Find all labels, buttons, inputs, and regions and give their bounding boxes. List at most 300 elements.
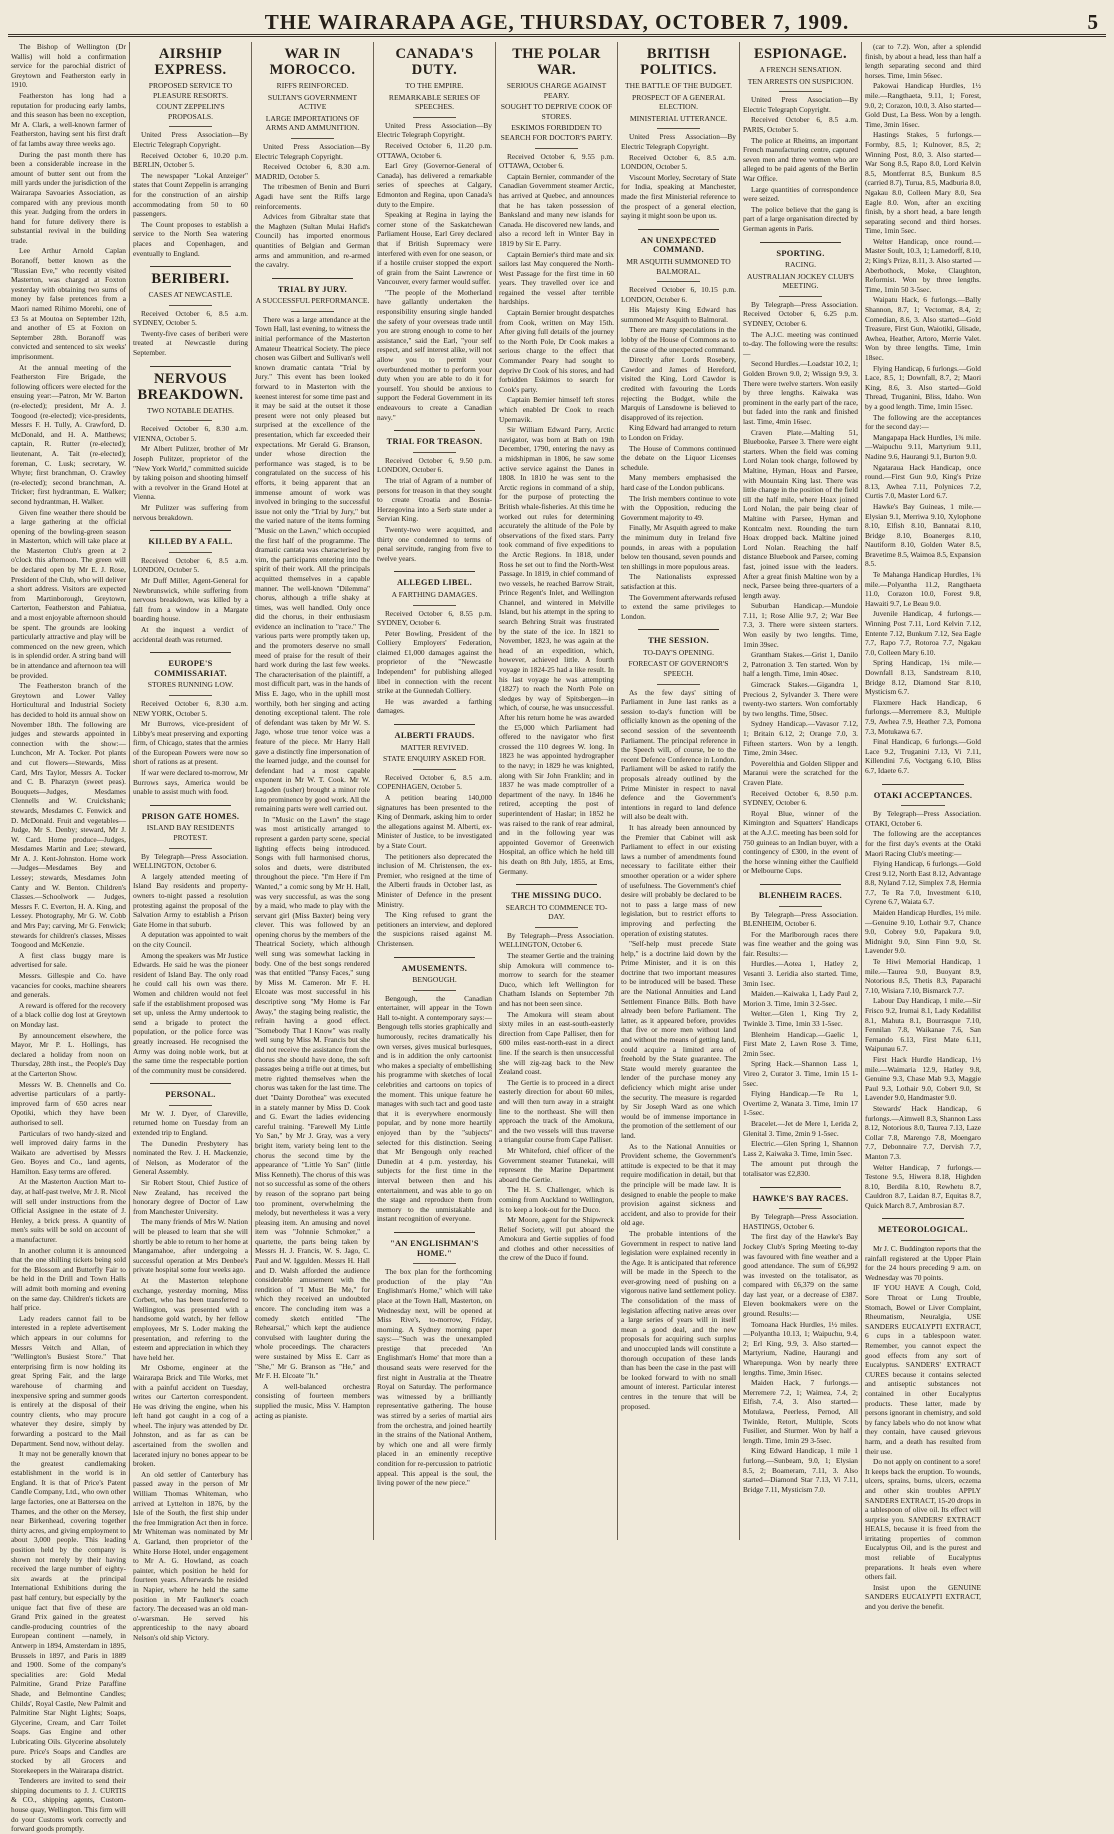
article-paragraph: Twenty-five cases of beriberi were treated at Newcastle during September. — [133, 328, 248, 358]
article-paragraph: Bengough, the Canadian entertainer, will appear in the Town Hall to-night. A contemporary says:—Bengough tells stories graphically and humorously, recites dramatically his own verses, gives musical burlesques, and is in addition the only cartoonist who makes a specialty of embellishing his programme with sketches of local celebrities and cartoons on topics of the moment. This unique feature he manages with such tact and good taste that it is everywhere enormously popular, and by none more heartily enjoyed than by the "subjects" selected for this distinction. Seeing that Mr Bengough only reached Dunedin at 4 p.m. yesterday, his subjects for the first time in the interval between then and his entertainment, and was able to go on the stage and reproduce them from memory to the unmistakable and instant recognition of everyone. — [377, 993, 492, 1224]
article-paragraph: (car to 7.2). Won, after a splendid finish, by about a head, less than half a length separating second and third horses. Time, 1min 56sec. — [865, 42, 981, 80]
article-paragraph: Pakowai Handicap Hurdles, 1½ mile.—Rangthaeta, 9.11, 1; Forest, 9.0, 2; Corazon, 10.0, 3. Also started—Gold Dust, La Bess. Won by a length. Time, 3min 16sec. — [865, 81, 981, 129]
article-divider — [394, 724, 475, 725]
column — [130, 42, 252, 1642]
article-paragraph: Received October 6, 10.15 p.m. LONDON, October 6. — [621, 285, 736, 304]
article-paragraph: Advices from Gibraltar state that the Maghzen (Sultan Mulai Hafid's Council) has imported enormous quantities of Belgian and German arms and ammunition, and re-armed the cavalry. — [255, 212, 370, 270]
article-paragraph: Mr Albert Pulitzer, brother of Mr Joseph Pulitzer, proprietor of the "New York World," committed suicide by taking poison and shooting himself with a revolver in the Grand Hotel at Vienna. — [133, 444, 248, 502]
article-paragraph: Bracelet.—Jet de Mere 1, Lerida 2, Glenital 3. Time, 2min 9 1-5sec. — [743, 1118, 858, 1138]
article-paragraph: Peter Bowling, President of the Colliery Employers' Federation, claimed £1,000 damages against the proprietor of the "Newcastle Independent" for publishing alleged libel in connection with the recent strike at the Gunnedah Colliery. — [377, 628, 492, 696]
article-paragraph: At the inquest a verdict of accidental death was returned. — [133, 624, 248, 644]
article-paragraph: King Edward Handicap, 1 mile 1 furlong.—Sunbeam, 9.0, 1; Elysian 8.5, 2; Boameram, 7.11, 3. Also started—Diamond Star 7.13, Vi 7.11, Bridge 7.11, Mysticism 7.0. — [743, 1446, 858, 1494]
article-paragraph: Craven Plate.—Malting 51, Bluebooke, Parsee 3. There were eight starters. When the field was coming Lord Nolan took charge, followed by Maltine, Hyman, Hoax and Parsee, with Mountain King last. There was little change in the position of the field till the half mile, where Hoax joined Lord Nolan, the pair being clear of Maltine with Parsee, Hyman and Kontcalm next. Rounding the turn Hoax dropped back. Maltine joined Lord Nolan. Reaching the half distance Bluebook and Parsee, coming fast, joined issue with the leaders. After a great finish Maltine won by a neck, Parsee being three-quarters of a length away. — [743, 427, 858, 600]
article-paragraph: Maiden Handicap Hurdles, 1½ mile.—Genuine 9.10, Lothair 9.7, Chance 9.0, Cobrey 9.0, Papakura 9.0, Midnight 9.0, Sinn Finn 9.0, St. Lavender 9.0. — [865, 908, 981, 956]
article-paragraph: Messrs W. B. Chennells and Co. advertise particulars of a partly-improved farm of 650 acres near Opotiki, which they have been authorised to sell. — [11, 1079, 126, 1127]
article-paragraph: A largely attended meeting of Island Bay residents and property-owners to-night passed a resolution protesting against the proposal of the Salvation Army to establish a Prison Gate Home in that suburb. — [133, 871, 248, 929]
article-paragraph: Directly after Lords Rosebery, Cawdor and James of Hereford, visited the King, Lord Cawdor is credited with favouring the Lords rejecting the Budget, while the Marquis of Lansdowne is believed to disapproved of its rejection. — [621, 355, 736, 422]
article-paragraph: The first day of the Hawke's Bay Jockey Club's Spring Meeting to-day was favoured with fine weather and a good attendance. The sum of £6,992 was invested on the totalisator, as compared with £6,379 on the same day last year, or a decrease of £387. Eleven bookmakers were on the ground. Results:— — [743, 1232, 858, 1319]
newspaper-title: THE WAIRARAPA AGE, THURSDAY, OCTOBER 7, 1909. — [264, 10, 850, 34]
article-paragraph: It has already been announced by the Premier that Cabinet will ask Parliament to effect in our existing laws a number of amendments found necessary to facilitate either their smoother operation or a wider sphere of usefulness. The Government's chief desire will probably be declared to be not to pass a large mass of new legislation, but to restrict efforts to improving and perfecting the operation of existing statutes. — [621, 822, 736, 938]
heading-rule — [169, 1105, 213, 1106]
article-paragraph: Mr W. J. Dyer, of Clareville, returned home on Tuesday from an extended trip to England. — [133, 1108, 248, 1138]
article-headline: ESPIONAGE. — [753, 46, 848, 62]
column — [8, 42, 130, 1834]
article — [133, 1083, 248, 1642]
heading-rule — [779, 91, 823, 92]
article — [133, 652, 248, 797]
article-subheading: LARGE IMPORTATIONS OF ARMS AND AMMUNITION. — [265, 113, 360, 133]
article-paragraph: Flaxmere Hack Handicap, 6 furlongs.—Merremere 8.3, Multiple 7.9, Awhea 7.9, Heather 7.3, Pomona 7.3, Motukawa 6.7. — [865, 697, 981, 736]
column — [862, 42, 984, 1612]
article-paragraph: Viscount Morley, Secretary of State for India, speaking at Manchester, made the first Ministerial reference to the prospect of a general election, saying it might soon be upon us. — [621, 172, 736, 221]
article — [377, 957, 492, 1224]
article-subheading: SERIOUS CHARGE AGAINST PEARY. — [506, 81, 607, 100]
heading-rule — [535, 148, 579, 149]
article-paragraph: By Telegraph—Press Association. OTAKI, October 6. — [865, 809, 981, 828]
article-paragraph: The H. S. Challenger, which is coming from Auckland to Wellington, is to keep a look-out for the Duco. — [499, 1185, 614, 1214]
article — [255, 278, 370, 1420]
article-subheading: BENGOUGH. — [412, 975, 457, 985]
heading-rule — [413, 452, 457, 453]
article-subheading: STATE ENQUIRY ASKED FOR. — [383, 754, 486, 764]
article-paragraph: The Amokura will steam about sixty miles in an east-south-easterly direction from Cape Palliser, then for 600 miles east-north-east in a direct line. If the search is then unsuccessful she will zig-zag back to the New Zealand coast. — [499, 1009, 614, 1077]
article-paragraph: In another column it is announced that the one shilling tickets being sold for the Blossom and Butterfly Fair to be held in the Drill and Town Halls will admit both morning and evening on the same day. Children's tickets are half price. — [11, 1245, 126, 1313]
article-paragraph: Particulars of two handy-sized and well improved dairy farms in the Waikato are advertised by Messrs Geo. Boyes and Co., land agents, Hamilton. Easy terms are offered. — [11, 1128, 126, 1176]
article-paragraph: Lady readers cannot fail to be interested in a replete advertisement which appears in our columns for Messrs Veitch and Allan, of "Wellington's Busiest Store." That enterprising firm is now holding its great Spring Fair, and the large warehouse of charming and inexpensive spring and summer goods is entirely at the disposal of their country clients, who may procure whatever they desire, simply by forwarding a postcard to the Mail Department. Send now, without delay. — [11, 1313, 126, 1448]
article — [377, 430, 492, 563]
article-paragraph: Juvenile Handicap, 4 furlongs.—Winning Post 7.11, Lord Kelvin 7.12, Entente 7.12, Bunkum 7.12, Sea Eagle 7.7, Rapo 7.7, Rotoroa 7.7, Ngakau 7.0, Colleen Mary 6.10. — [865, 609, 981, 657]
article-paragraph: Maiden.—Kaiwaka 1, Lady Paul 2, Morion 3. Time, 1min 3 2-5sec. — [743, 989, 858, 1008]
article-paragraph: Flying Handicap, 6 furlongs.—Gold Crest 9.12, North East 8.12, Advantage 8.8, Nyland 7.12, Simplex 7.8, Hermia 7.7, Te Ra 7.0, Investment 6.10, Cyrene 6.7, Waiata 6.7. — [865, 859, 981, 907]
article-paragraph: A well-balanced orchestra consisting of fourteen members supplied the music, Miss V. Hampton acting as pianiste. — [255, 1381, 370, 1420]
article-paragraph: Received October 6, 8.5 a.m. LONDON, October 5. — [133, 555, 248, 575]
article-paragraph: Ngataraua Hack Handicap, once round.—First Gun 9.0, King's Prize 8.13, Awhea 7.11, Polynices 7.2, Curtis 7.0, Master Lord 6.7. — [865, 462, 981, 501]
article-subheading: RACING. — [784, 260, 816, 270]
article-paragraph: For the Marlborough races there was fine weather and the going was fair. Results:— — [743, 929, 858, 958]
article-headline: WAR IN MOROCCO. — [269, 46, 356, 78]
article-divider — [760, 1187, 841, 1188]
section-heading: METEOROLOGICAL. — [878, 1225, 968, 1235]
article-paragraph: Gimcrack Stakes.—Gigandra 1, Precious 2, Sylvander 3. There were twenty-two starters. Won comfortably by two lengths. Time, 50sec. — [743, 680, 858, 718]
article-paragraph: Flying Handicap.—Te Ru 1, Overtime 2, Wanata 3. Time, 1min 17 1-5sec. — [743, 1089, 858, 1118]
article-paragraph: Do not apply on continent to a sore! It keeps back the eruption. To wounds, ulcers, sprains, burns, ulcers, eczema and other skin troubles APPLY SANDERS EXTRACT, 15-20 drops in a tablespoon of olive oil. Its effect will surprise you. SANDERS' EXTRACT HEALS, because it is freed from the irritating properties of common Eucalyptus Oil, and is the purest and most reliable of Eucalyptus preparations. It heals even where others fail. — [865, 1457, 981, 1582]
article — [499, 884, 614, 1263]
article-paragraph: First Hack Hurdle Handicap, 1½ mile.—Waimaria 12.9, Hatley 9.8, Genuine 9.3, Chase Mab 9.3, Maggie Paul 9.3, Lothair 9.0, Cobert 9.0, St Lavender 9.0, Handmaster 9.0. — [865, 1054, 981, 1103]
article-subheading: SULTAN'S GOVERNMENT ACTIVE — [267, 92, 358, 112]
article-paragraph: The Count proposes to establish a service to the North Sea watering places and Copenhagen, and eventually to England. — [133, 219, 248, 258]
section-heading: AMUSEMENTS. — [401, 963, 468, 973]
section-heading: HAWKE'S BAY RACES. — [752, 1193, 849, 1203]
section-heading: TRIAL BY JURY. — [277, 284, 348, 294]
article-paragraph: The police at Rheims, an important French manufacturing centre, captured seven men and three women who are alleged to be paid agents of the Berlin War Office. — [743, 135, 858, 183]
article-paragraph: Given fine weather there should be a large gathering at the official opening of the bowling-green season in Masterton, which will take place at the Masterton Club's green at 2 o'clock this afternoon. The green will be declared open by Mr E. J. Rose, President of the Club, who will deliver a short address. Visitors are expected from Martinborough, Greytown, Carterton, Featherston and Pahiatua, and a most enjoyable afternoon should be spent. The grounds are looking particularly attractive and play will be commenced on the new green, which is in splendid order. A string band will be in attendance and afternoon tea will be provided. — [11, 507, 126, 680]
article-paragraph: By Telegraph—Press Association. HASTINGS, October 6. — [743, 1212, 858, 1231]
article-divider — [760, 884, 841, 885]
article-paragraph: The Nationalists expressed satisfaction at this. — [621, 572, 736, 591]
article — [377, 1232, 492, 1488]
article-divider — [150, 1083, 231, 1084]
article-paragraph: Mr Pulitzer was suffering from nervous breakdown. — [133, 503, 248, 522]
article-paragraph: Received October 6, 8.50 p.m. SYDNEY, October 6. — [743, 788, 858, 808]
column — [740, 42, 862, 1540]
article-paragraph: Labour Day Handicap, 1 mile.—Sir Frisco 9.2, Irumai 8.1, Lady Kedalilist 8.1, Mahuta 8.1, Bourrasque 7.10, Fennilan 7.8, Waikanae 7.6, San Fernando 6.13, First Mate 6.11, Waipunau 6.7. — [865, 996, 981, 1054]
section-heading: BLENHEIM RACES. — [758, 890, 843, 900]
article — [743, 242, 858, 876]
article-paragraph: "The people of the Motherland have gallantly undertaken the responsibility ensuring single handed the safety of your overseas trade until you are strong enough to come to her assistance," said the Earl, "your self respect, and self interest alike, will not allow you to permit your overburdened mother to perform your duty when you are able to do it for yourself. You should be anxious to support the Federal Government in its endeavours to create a Canadian navy." — [377, 287, 492, 422]
article-subheading: PROSPECT OF A GENERAL ELECTION. — [632, 92, 725, 112]
article-headline: BRITISH POLITICS. — [640, 46, 717, 78]
article-paragraph: As the few days' sitting of Parliament in June last ranks as a session to-day's function will be officially known as the opening of the second session of the seventeenth Parliament. The principal reference in the Speech will, of course, be to the recent Defence Conference in London. Parliament will be asked to ratify the proposals already outlined by the Prime Minister in respect to naval defence and the Government's intentions in regard to land defence will also be dealt with. — [621, 687, 736, 822]
article-subheading: PROPOSED SERVICE TO PLEASURE RESORTS. — [148, 81, 233, 100]
article-paragraph: It may not be generally known that the greatest candlemaking establishment in the world is in England. It is that of Price's Patent Candle Company, Ltd., who own other large factories, one at Battersea on the Thames, and the other on the Mersey, near Birkenhead, covering together thirty acres, and giving employment to about 3,000 people. This leading position held by the company is shown not merely by their having received the large number of eighty-six awards at the principal International Exhibitions during the past half century, but especially by the unique fact that five of these are Grand Prix gained in the greatest candle-producing countries of the European continent —namely, in Antwerp in 1894, Amsterdam in 1895, Brussels in 1897, and Paris in 1889 and 1900. Some of the company's specialities are: Gold Medal Palmitine, Grand Prize Paraffine Shade, and Belmontine Candles; Childs', Royal Castle, New Palmit and Palmitine Star Night Lights; Soaps, Glycerine, Cream, and Carr Toilet Soaps. Gas Engine and other Lubricating Oils. Glycerine absolutely pure. Price's Soaps and Candles are stocked by all Grocers and Storekeepers in the Wairarapa district. — [11, 1449, 126, 1775]
article-paragraph: Captain Bernier, commander of the Canadian Government steamer Arctic, has arrived at Quebec, and announces that he has taken possession of Banksland and many new islands for Canada. He discovered new lands, and also a record left in Winter Bay in 1819 by Sir E. Parry. — [499, 171, 614, 248]
heading-rule — [657, 281, 701, 282]
article-paragraph: The amount put through the totalisator was £2,830. — [743, 1159, 858, 1178]
article — [621, 229, 736, 622]
article-paragraph: Stewards' Hack Handicap, 6 furlongs.—Aimwell 8.3, Shannon Lass 8.12, Notorious 8.0, Taurea 7.13, Laze Collar 7.8, Marengo 7.8, Moengaro 7.7, Debonnaire 7.7, Dervish 7.7, Manton 7.3. — [865, 1103, 981, 1161]
article-divider — [394, 1232, 475, 1233]
article-subheading: TO-DAY'S OPENING. — [643, 647, 714, 657]
article-paragraph: Grantham Stakes.—Grist 1, Danilo 2, Patronation 3. Ten started. Won by half a length. Time, 1min 40sec. — [743, 650, 858, 679]
article-paragraph: Received October 6, 8.5 a.m. PARIS, October 5. — [743, 115, 858, 134]
article-divider — [150, 805, 231, 806]
article-paragraph: Captain Bernier brought despatches from Cook, written on May 15th. After giving full details of the journey to the North Pole, Dr Cook makes a serious charge to the effect that Commander Peary had sought to deprive Dr Cook of his stores, and had forbidden Eskimos to search for Cook's party. — [499, 308, 614, 394]
article-paragraph: Welter Handicap, once round.—Master Soult, 10.3, 1; Lamedorff, 8.10, 2; King's Prize, 8.11, 3. Also started — Aberbothock, Moke, Claughton, Reformist. Won by three lengths. Time, 1min 50 3-5sec. — [865, 236, 981, 294]
article-subheading: TEN ARRESTS ON SUSPICION. — [747, 76, 854, 86]
article-paragraph: As to the National Annuities or Provident scheme, the Government's attitude is expected to be that it may require modification in detail, but that the principle will be made law. It is designed to enable the people to make provision against sickness and accident, and also to provide for their old age. — [621, 1141, 736, 1228]
article-paragraph: Captain Bernier's third mate and six sailors last May conquered the North-West Passage for the first time in 60 years. They travelled over ice and regained the vessel after terrible hardships. — [499, 249, 614, 307]
article-paragraph: United Press Association—By Electric Telegraph Copyright. — [255, 141, 370, 161]
heading-rule — [169, 695, 213, 696]
section-heading: ALLEGED LIBEL. — [397, 578, 472, 588]
article-paragraph: Spring Hack.—Shannon Lass 1, Vireo 2, Curator 3. Time, 1min 15 1-5sec. — [743, 1059, 858, 1088]
article — [499, 46, 614, 876]
article-subheading: RIFFS REINFORCED. — [276, 81, 349, 90]
article-paragraph: The steamer Gertie and the training ship Amokura will commence to-morrow to search for the steamer Duco, which left Wellington for Chatham Islands on September 7th and has not been seen since. — [499, 951, 614, 1009]
article-paragraph: Final Handicap, 6 furlongs.—Gold Lace 9.2, Truganini 7.13, Vi 7.11, Killendini 7.6, Voctgang 6.10, Bliss 6.7, Idaete 6.7. — [865, 737, 981, 775]
article-paragraph: By Telegraph—Press Association. BLENHEIM, October 6. — [743, 909, 858, 929]
heading-rule — [169, 848, 213, 849]
article — [743, 884, 858, 1179]
article-paragraph: The Gertie is to proceed in a direct easterly direction for about 60 miles, and will then turn away in a straight line to the northeast. She will then approach the track of the Amokura, and the two vessels will thus traverse a triangular course from Cape Palliser. — [499, 1077, 614, 1145]
page-number: 5 — [1087, 10, 1098, 34]
article-paragraph: Te Hiwi Memorial Handicap, 1 mile.—Taurea 9.0, Buoyant 8.9, Notorious 8.5, Thetis 8.3, Paparachi 7.10, Wisiara 7.10, Bismarck 7.7. — [865, 957, 981, 995]
article-subheading: THE BATTLE OF THE BUDGET. — [624, 81, 733, 90]
article-paragraph: Messrs. Gillespie and Co. have vacancies for cooks, machine shearers and generals. — [11, 971, 126, 1000]
article-subheading: STORES RUNNING LOW. — [147, 680, 234, 690]
article-paragraph: Electric.—Glen Spring 1, Shannon Lass 2, Kaiwaka 3. Time, 1min 5sec. — [743, 1139, 858, 1158]
article-subheading: COUNT ZEPPELIN'S PROPOSALS. — [156, 102, 225, 121]
article — [377, 724, 492, 948]
heading-rule — [535, 927, 579, 928]
article-paragraph: If war were declared to-morrow, Mr Burrows says, America would be unable to assist much with food. — [133, 768, 248, 797]
article-paragraph: Suburban Handicap.—Mundoie 7.11, 1; Rose Allie 9.7, 2; War Bee 7.3, 3. There were sixteen starters. Won easily by two lengths. Time, 1min 39sec. — [743, 601, 858, 649]
article-subheading: FORECAST OF GOVERNOR'S SPEECH. — [628, 659, 729, 679]
article-paragraph: Insist upon the GENUINE SANDERS EUCALYPTI EXTRACT, and you derive the benefit. — [865, 1582, 981, 1612]
article-subheading: CASES AT NEWCASTLE. — [148, 290, 233, 300]
article-paragraph: Blenheim Handicap.—Gaelic 1, First Mate 2, Lawn Rose 3. Time, 2min 5sec. — [743, 1029, 858, 1058]
heading-rule — [413, 605, 457, 606]
article-paragraph: Received October 6, 8.30 a.m. VIENNA, October 5. — [133, 424, 248, 443]
article-paragraph: The trial of Agram of a number of persons for treason in that they sought to create Croatia and Bosnia-Herzegovina into a Serb state under a Servian King. — [377, 475, 492, 524]
article-paragraph: A reward is offered for the recovery of a black collie dog lost at Greytown on Monday last. — [11, 1000, 126, 1029]
article-paragraph: Tenderers are invited to send their shipping documents to J. J. CURTIS & CO., shipping agents, Custom-house quay, Wellington. This firm will do your Customs work correctly and forward goods promptly. — [11, 1776, 126, 1834]
columns-area — [8, 42, 1106, 1834]
article-paragraph: United Press Association—By Electric Telegraph Copyright. — [743, 95, 858, 114]
column — [496, 42, 618, 1540]
heading-rule — [169, 552, 213, 553]
article-paragraph: Mr J. C. Buddington reports that the rainfall registered at the Upper Plain for the 24 hours preceding 9 a.m. on Wednesday was 70 points. — [865, 1244, 981, 1282]
article-divider — [638, 229, 719, 230]
article-divider — [150, 366, 231, 367]
article-divider — [882, 1218, 963, 1219]
section-heading: PRISON GATE HOMES. — [141, 811, 240, 821]
article-paragraph: Waipatu Hack, 6 furlongs.—Bally Shannon, 8.7, 1; Vectomar, 8.4, 2; Comedian, 8.6, 3. Also started—Gold Treasure, First Gun, Waiotiki, Glisade, Awhea, Heather, Artoro, Merrie Valet. Won by three lengths. Time, 1min 18sec. — [865, 295, 981, 362]
article-subheading: A FRENCH SENSATION. — [759, 65, 842, 74]
article-paragraph: Featherston has long had a reputation for producing early lambs, and this season has been no exception, Mr A. Clark, a well-known farmer of Featherston, having sent his first draft of fat lambs away three weeks ago. — [11, 90, 126, 148]
article-paragraph: A petition bearing 140,000 signatures has been presented to the King of Denmark, asking him to order the allegations against M. Alberti, ex-Minister of Justice, to be investigated by a State Court. — [377, 793, 492, 850]
article-paragraph: Among the speakers was Mr Justice Edwards. He said he was the pioneer resident of Island Bay. The only road he could call his own was there. Women and children would not feel safe if the establishment proposed was set up, unless the Army undertook to send a brigade to protect the population, or the police force was greatly increased. He recognised the Army was doing noble work, but at the same time the respectable portion of the community must be considered. — [133, 950, 248, 1075]
article-paragraph: Received October 6, 9.55 p.m. OTTAWA, October 6. — [499, 151, 614, 171]
article-paragraph: United Press Association—By Electric Telegraph Copyright. — [133, 130, 248, 149]
article-paragraph: The Government afterwards refused to extend the same privileges to London. — [621, 592, 736, 621]
article-paragraph: Hastings Stakes, 5 furlongs.—Formby, 8.5, 1; Kulnover, 8.5, 2; Winning Post, 8.0, 3. Also started—War Song 8.5, Rapo 8.0, Lord Kelvin 8.5, Montferrat 8.5, Bunkum 8.5 (carried 8.7), Turua, 8.5, Madburia 8.0, Ngakau 8.0, Colleen Mary 8.0, Sea Eagle 8.0. Won, after an exciting finish, by a short head, a bare length separating second and third horses. Time, 1min 5sec. — [865, 130, 981, 236]
article-paragraph: Spring Handicap, 1¼ mile.—Downfall 8.13, Sandstream 8.10, Bridge 8.12, Diamond Star 8.10, Mysticism 6.7. — [865, 658, 981, 697]
article-paragraph: Hawke's Bay Guineas, 1 mile.—Elysian 9.1, Merriwa 9.10, Xylophone 8.10, Elfish 8.10, Bannatai 8.10, Bridge 8.10, Boanerges 8.10, Nautiform 8.10, Golden Water 8.5, Bravetime 8.5, Waimoa 8.5, Expansion 8.5. — [865, 501, 981, 569]
article-paragraph: The King refused to grant the petitioners an interview, and deplored the suspicions raised against M. Christensen. — [377, 910, 492, 948]
article-paragraph: The newspaper "Lokal Anzeiger" states that Count Zeppelin is arranging for the construction of an airship accommodating from 50 to 60 passengers. — [133, 170, 248, 219]
article-paragraph: The tribesmen of Benin and Burri Agadi have sent the Riffs large reinforcements. — [255, 182, 370, 211]
masthead — [8, 8, 1106, 37]
article-paragraph: The many friends of Mrs W. Nation will be pleased to learn that she will shortly be able to return to her home at Mangamahoe, after undergoing a successful operation at Mrs Denbee's private hospital some four weeks ago. — [133, 1217, 248, 1275]
article-divider — [882, 784, 963, 785]
article-paragraph: Captain Bernier himself left stores which enabled Dr Cook to reach Upernavik. — [499, 395, 614, 424]
article — [133, 805, 248, 1075]
article-paragraph: Large quantities of correspondence were seized. — [743, 184, 858, 204]
section-heading: PERSONAL. — [165, 1090, 216, 1100]
article-paragraph: His Majesty King Edward has summoned Mr Asquith to Balmoral. — [621, 305, 736, 324]
article-paragraph: Earl Grey (Governor-General of Canada), has delivered a remarkable series of speeches at Calgary, Edmonton and Regina, upon Canada's duty to the Empire. — [377, 161, 492, 209]
article-paragraph: Received October 6, 10.20 p.m. BERLIN, October 5. — [133, 150, 248, 170]
heading-rule — [413, 117, 457, 118]
article — [377, 46, 492, 422]
newspaper-page — [8, 8, 1106, 1834]
article-subheading: MINISTERIAL UTTERANCE. — [629, 113, 728, 123]
article-divider — [638, 629, 719, 630]
article-divider — [150, 652, 231, 653]
article-subheading: SEARCH TO COMMENCE TO-DAY. — [505, 902, 608, 922]
heading-rule — [291, 311, 335, 312]
article-subheading: MATTER REVIVED. — [400, 742, 469, 752]
article-paragraph: By announcement elsewhere, the Mayor, Mr P. L. Hollings, has declared a holiday from noon on Thursday, 28th inst., the People's Day at the Carterton Show. — [11, 1030, 126, 1078]
article-paragraph: The petitioners also deprecated the inclusion of M. Christensen, the ex-Premier, who resigned at the time of the Alberti frauds in October last, as Minister of Defence in the present Ministry. — [377, 851, 492, 909]
section-heading: SPORTING. — [776, 248, 825, 258]
article-subheading: TO THE EMPIRE. — [405, 81, 464, 90]
heading-rule — [901, 1240, 945, 1241]
article-paragraph: Received October 6, 11.20 p.m. OTTAWA, October 6. — [377, 140, 492, 160]
article-paragraph: Flying Handicap, 6 furlongs.—Gold Lace, 8.5, 1; Downfall, 8.7, 2; Maori King, 8.6, 3. Also started—Gold Thread, Truganini, Bliss, Idaho. Won by a good length. Time, 1min 15sec. — [865, 363, 981, 411]
article-divider — [760, 242, 841, 243]
article-paragraph: Received October 6, 8.55 p.m. SYDNEY, October 6. — [377, 608, 492, 628]
article-paragraph: At the Masterton Auction Mart to-day, at half-past twelve, Mr J. R. Nicol will sell under instructions from the Official Assignee in the estate of J. Henley, a brick press. A quantity of men's suits will be sold on account of a manufacturer. — [11, 1177, 126, 1245]
article-paragraph: Mr Moore, agent for the Shipwreck Relief Society, will put aboard the Amokura and Gertie supplies of food and clothes and other necessities of the crew of the Duco if found. — [499, 1215, 614, 1263]
article — [865, 1218, 981, 1611]
article-paragraph: Received October 6, 9.50 p.m. LONDON, October 6. — [377, 455, 492, 475]
article-paragraph: Poverelthia and Golden Slipper and Maranui were the scratched for the Craven Plate. — [743, 758, 858, 787]
article — [865, 784, 981, 1211]
article-paragraph: Finally, Mr Asquith agreed to make the minimum duty in Ireland five pounds, in areas with a population below ten thousand, seven pounds and ten shillings in more populous areas. — [621, 523, 736, 571]
section-heading: THE SESSION. — [648, 636, 709, 646]
article-paragraph: Speaking at Regina in laying the corner stone of the Saskatchewan Parliament House, Earl Grey declared that if British Supremacy were interfered with even for one season, or if a hostile cruiser stopped the export of grain from the Saint Lawrence or Vancouver, every farmer would suffer. — [377, 210, 492, 287]
article-headline: BERIBERI. — [151, 271, 230, 288]
heading-rule — [779, 906, 823, 907]
article-paragraph: United Press Association—By Electric Telegraph Copyright. — [377, 120, 492, 140]
article-paragraph: Tomoana Hack Hurdles, 1½ miles.—Polyantha 10.13, 1; Waipuchu, 9.4, 2; Erl King, 9.9, 3. Also started—Martyrium, Nadine, Haurangi and Wharepunga. Won by nearly three lengths. Time, 3min 16sec. — [743, 1319, 858, 1377]
article-paragraph: Welter Handicap, 7 furlongs.—Testone 9.5, Hiwera 8.18, Highden 8.10, Berdila 8.10, Rewhetu 8.7, Cauldron 8.7, Laidan 8.7, Equitas 8.7, Quick March 8.7, Ambrosian 8.7. — [865, 1162, 981, 1210]
article-paragraph: Mangapapa Hack Hurdles, 1¾ mile.—Waipuchu 9.11, Martyrium 9.11, Nadine 9.6, Haurangi 9.1, Burton 9.0. — [865, 432, 981, 461]
column — [618, 42, 740, 1540]
article-paragraph: The following are the acceptances for the second day:— — [865, 412, 981, 432]
heading-rule — [779, 1208, 823, 1209]
article-paragraph: Lee Arthur Arnold Caplan Boranoff, better known as the "Russian Eve," who recently visited Masterton, was charged at Foxton yesterday with obtaining two sums of money by false pretences from a Maori named Rihimo Morehi, one of £3 5s at Moutoa on September 12th, and another of £5 at Foxton on September 28th. Boranoff was convicted and sentenced to six weeks' imprisonment. — [11, 246, 126, 361]
heading-rule — [413, 990, 457, 991]
article-subheading: MR ASQUITH SUMMONED TO BALMORAL. — [626, 256, 731, 276]
article-subheading: TWO NOTABLE DEATHS. — [147, 405, 234, 415]
heading-rule — [291, 138, 335, 139]
article — [377, 571, 492, 716]
article-paragraph: A deputation was appointed to wait on the city Council. — [133, 930, 248, 949]
article-paragraph: Mr Osborne, engineer at the Wairarapa Brick and Tile Works, met with a painful accident on Tuesday, writes our Carterton correspondent. He was driving the engine, when his left hand got caught in a cog of a wheel. The injury was attended by Dr. Johnston, and as far as can be ascertained from the swollen and lacerated injury no bones appear to be broken. — [133, 1363, 248, 1469]
article-subheading: REMARKABLE SERIES OF SPEECHES. — [388, 92, 481, 112]
article-divider — [150, 530, 231, 531]
article-paragraph: The Featherston branch of the Greytown and Lower Valley Horticultural and Industrial Society has decided to hold its annual show on November 18th. The following are judges and stewards appointed in connection with the show:—Lunchcon, Mr A. Tocker. Pot plants and cut flowers—Stewards, Miss Card, Mrs Taylor, Messrs A. Tocker and C. B. Pharazyn (sweet peas). Bouquets—Judges, Mesdames Clennells and W. Cruickshank; stewards, Mesdames C. Fenwick and D. McDonald. Fruit and vegetables—Judge, Mr S. Denby; steward, Mr J. W. Card. Home produce—Judges, Mesdames Martin and Lee; steward, Mr A. J. Kent-Johnston. Home work—Judges—Mesdames Bey and Lessey; stewards, Mesdames John Canty and W. Benton. Children's Classes.—Schoolwork — Judges, Messrs F. C. Everton, H. A. King, and Lessey. Photography, Mr G. W. Cobb and Mrs Pay; carving, Mr G. Fenwick; stewards for children's classes, Misses Toogood and McKenzie. — [11, 681, 126, 950]
article-headline: THE POLAR WAR. — [512, 46, 601, 78]
article-paragraph: Second Hurdles.—Loadstar 10.2, 1; Golden Brown 9.0, 2; Wissign 9.9, 3. There were twelve starters. Won easily by three lengths. Kaiwaka was prominent in the early part of the race, but faded into the rank and finished last. Time, 4min 16sec. — [743, 359, 858, 426]
section-heading: "AN ENGLISHMAN'S HOME." — [390, 1238, 479, 1258]
article-paragraph: At the Masterton telephone exchange, yesterday morning, Miss Corbett, who has been transferred to Wellington, was presented with a handsome gold watch, by her fellow employees, Mr S. Loder making the presentation, and referring to the esteem and appreciation in which they have held her. — [133, 1275, 248, 1362]
section-heading: AN UNEXPECTED COMMAND. — [640, 235, 717, 255]
article — [255, 46, 370, 270]
section-heading: THE MISSING DUCO. — [511, 891, 602, 901]
article-paragraph: Twenty-two were acquitted, and thirty one condemned to terms of penal servitude, ranging from five to twelve years. — [377, 524, 492, 563]
heading-rule — [657, 684, 701, 685]
heading-rule — [779, 296, 823, 297]
section-heading: OTAKI ACCEPTANCES. — [873, 790, 973, 800]
article-paragraph: Received October 6, 8.5 a.m. COPENHAGEN, October 5. — [377, 772, 492, 792]
article — [621, 46, 736, 221]
article-divider — [394, 957, 475, 958]
article-paragraph: The Dunedin Presbytery has nominated the Rev. J. H. Mackenzie, of Nelson, as Moderator of the General Assembly. — [133, 1138, 248, 1177]
article-paragraph: Hurdles.—Aotea 1, Hatley 2, Vesanti 3. Leridia also started. Time, 3min 1sec. — [743, 959, 858, 988]
article — [743, 1187, 858, 1495]
article-paragraph: There was a large attendance at the Town Hall, last evening, to witness the initial performance of the Masterton Amateur Theatrical Society. The piece chosen was Gilbert and Sullivan's well known dramatic cantata "Trial by Jury." This event has been looked forward to in Masterton with the keenest interest for some time past and it may be said at the outset it those present were not only pleased but surprised at the excellence of the presentation, which far exceeded their expectations. Mr Gerald G. Branson, under whose direction the performance was staged, is to be congratulated on the success of his efforts, it being apparent that an immense amount of work was involved in bringing to the successful issue not only the "Trial by Jury," but the varied nature of the items forming "Music on the Lawn," which occupied the first half of the programme. The dramatic cantata was characterised by vim, the participants entering into the spirit of their work. All the principals acquitted themselves in a capable manner. The well-known "Dilemma" chorus, although a trifle shaky at times, was well handled. Only once did the chorus, in their enthusiasm evidence an inclination to "race." The various parts were promptly taken up, and the promoters deserve no small meed of praise for the result of their hard work during the last few weeks. The characterisation of the plaintiff, a most difficult part, was in the hands of Miss E. Jago, who in the uphill most worthily, both her singing and acting denoting exceptional talent. The role of defendant was taken by Mr W. S. Jago, whose true tenor voice was a feature of the piece. Mr Harry Hall gave a distinctly fine impersonation of the learned judge, and the counsel for defendant had a most capable exponent in Mr W. T. Cook. Mr W. Lagoden (usher) brought a minor role into prominence by good work. All the remaining parts were well carried out. — [255, 314, 370, 814]
article-paragraph: The box plan for the forthcoming production of the play "An Englishman's Home," which will take place at the Town Hall, Masterton, on Wednesday next, will be opened at Miss Rive's, to-morrow, Friday, morning. A Sydney morning paper says:—"Such was the unexampled prestige that preceded 'An Englishman's Home' that more than a thousand seats were reserved for the first night in Australia at the Theatre Royal on Saturday. The performance was witnessed by a brilliantly representative gathering. The house was stirred by a series of martial airs from the orchestra, and joined heartily in the strains of the National Anthem, by which one and all were firmly placed in an eminently receptive condition for re-percussion to patriotic appeal. This appeal is the soul, the living power of the new piece." — [377, 1267, 492, 1488]
article-paragraph: "Self-help must precede State help," is a doctrine laid down by the Prime Minister, and it is on this doctrine that two important measures to be introduced will be based. These are the National Annuities and Land Settlement Finance Bills. Both have already been before Parliament. The latter, as it appeared before, provides that five or more men without land and without the means of getting land, could acquire a limited area of freehold by the State guarantee. The State would merely guarantee the lender of the purchase money any deficiency which might arise under the security. The measure is regarded by Sir Joseph Ward as one which would be of immense importance in the promotion of the settlement of our land. — [621, 939, 736, 1140]
article-paragraph: Welter.—Glen 1, King Try 2, Twinkle 3. Time, 1min 33 1-5sec. — [743, 1009, 858, 1029]
article-paragraph: The following are the acceptances for the first day's events at the Otaki Maori Racing Club's meeting:— — [865, 829, 981, 858]
article-paragraph: Sir Robert Stout, Chief Justice of New Zealand, has received the honorary degree of Doctor of Law from Manchester University. — [133, 1178, 248, 1216]
section-heading: EUROPE'S COMMISSARIAT. — [154, 659, 227, 678]
article-paragraph: The police believe that the gang is part of a large organisation directed by German agents in Paris. — [743, 204, 858, 233]
article-paragraph: During the past month there has been a considerable increase in the amount of butter sent out from the mill yards under the jurisdiction of the Wairarapa Savoaries Association, as compared with any previous month this year. Judging from the orders in hand for future delivery there is substantial revival in the building trade. — [11, 149, 126, 245]
article-divider — [394, 430, 475, 431]
article-divider — [150, 266, 231, 267]
article-paragraph: Mr Burrows, vice-president of Libby's meat preserving and exporting firm, of Chicago, states that the armies of the European Powers were now so short of rations as at present. — [133, 719, 248, 767]
article-subheading: AUSTRALIAN JOCKEY CLUB'S MEETING. — [747, 271, 854, 291]
article-paragraph: Sir William Edward Parry, Arctic navigator, was born at Bath on 19th December, 1790, entering the navy as a midshipman in 1806, he saw some active service against the Danes in 1808. In 1810 he was sent to the Arctic regions in command of a ship, for the purpose of protecting the British whale-fisheries. At this time he worked out rules for determining accurately the altitude of the Pole by observations of the fixed stars. Parry took command of five expeditions to the Arctic Regions. In 1818, under Ross he set out to find the North-West Passage. In 1819, in chief command of two vessels, he reached Barrow Strait, Prince Regent's Inlet, and Wellington Channel, and wintered in Melville Island, but his attempt in the spring to search Behring Strait was frustrated by the state of the ice. In 1821 to November, 1823, he was again at the head of an expedition, which, however, achieved little. A fourth voyage in 1824-25 had a like result. In his last voyage he was attempting (1827) to reach the North Pole on sledges by way of Spitsbergen—in which, of course, he was unsuccessful. After his return home he was awarded the £5,000 which Parliament had offered to the navigator who first crossed the 110 degrees W. long. In 1823 he was appointed hydrographer to the navy; in 1829 he was knighted, along with Sir John Franklin; and in 1837 he was made comptroller of a department of the navy. In 1846 he retired, accepting the post of superintendent of Haslar; in 1852 he was raised to the rank of rear admiral, and in the following year was appointed Governor of Greenwich Hospital, an office which he held till his death on 8th July, 1855, at Ems, Germany. — [499, 425, 614, 876]
article-paragraph: An old settler of Canterbury has passed away in the person of Mr William Thomas Whiteman, who arrived at Lyttelton in 1876, by the Isle of the South, the first ship under the free Immigration Act then in force. Mr Whiteman was nominated by Mr A. Garland, then proprietor of the White Horse Hotel, under engagement to Mr A. G. Howland, as coach painter, which position he held for fourteen years. Afterwards he resided in Napier, where he held the same position in Mr Faulkner's coach factory. The deceased was an old man-o'-warsman. He served his apprenticeship to the navy aboard Nelson's old ship Victory. — [133, 1469, 248, 1642]
article-paragraph: Received October 6, 8.30 a.m. MADRID, October 5. — [255, 162, 370, 181]
article-paragraph: In "Music on the Lawn" the stage was most artistically arranged to represent a garden party scene, special lighting effects being introduced. Songs with full harmonised chorus, solos and duets, were distributed throughout the piece. "I'm Here if I'm Wanted," a comic song by Mr H. Hall, was very successful, as was the song by a maid, who made to play with the servant girl (Miss Baxter) being very clever. This was followed by an opening chorus by the members of the Theatrical Society, which although well sung was somewhat lacking in body. One of the best songs rendered was that entitled "Pansy Faces," sung by Miss M. Cameron. Mr F. H. Elcoate was most successful in his descriptive song "My Home is Far Away," the staging being realistic, the refrain having a good effect. "Somebody That I Know" was really well sung by Miss M. Francis but she did not receive the assistance from the chorus she should have done, the soft passages being a trifle out at times, but metre righted themselves when the chorus was taken for the last time. The duet "Dainty Dorothea" was executed in a stately manner by Miss D. Cook and G. Ewart the ladies evidencing careful training. "Farewell My Little Yo San," by Mr J. Gray, was a very bright item, variety being lent to the chorus the second time by the appearance of "Little Yo San" (little Miss Kenneth). The chorus of this was not so successful as some of the others by reason of the soprano part being too prominent, overwhelming the melody, but nevertheless it was a very pleasing item. An amusing and novel item was "Johnnie Schmoker," a quartette, the parts being taken by Messrs H. J. Francis, W. S. Jago, C. Paul and W. Iggulden. Messrs H. Hall and D. Walsh afforded the audience considerable amusement with the rendition of "I Must Be Me," for which they received an undoubted encore. The concluding item was a comedy sketch entitled "The Rehearsal," which kept the audience convulsed with laughter during the whole proceedings. The characters were sustained by Miss E. Carr as "She," Mr G. Branson as "He," and Mr F. H. Elcoate "It." — [255, 814, 370, 1381]
article — [865, 42, 981, 776]
heading-rule — [657, 128, 701, 129]
article-divider — [272, 278, 353, 279]
article-paragraph: There are many speculations in the lobby of the House of Commons as to the cause of the unexpected command. — [621, 325, 736, 354]
article-paragraph: A first class buggy mare is advertised for sale. — [11, 950, 126, 970]
article-paragraph: By Telegraph—Press Association. WELLINGTON, October 6. — [133, 851, 248, 871]
article — [621, 629, 736, 1411]
article-paragraph: The A.J.C. meeting was continued to-day. The following were the results:— — [743, 329, 858, 358]
column — [252, 42, 374, 1540]
article-paragraph: The House of Commons continued the debate on the Liquor Licenses schedule. — [621, 443, 736, 472]
article-subheading: A SUCCESSFUL PERFORMANCE. — [255, 296, 370, 306]
heading-rule — [169, 126, 213, 127]
article-paragraph: By Telegraph—Press Association. WELLINGTON, October 6. — [499, 930, 614, 950]
article — [133, 46, 248, 258]
article-paragraph: The Irish members continue to vote with the Opposition, reducing the Government majority to 49. — [621, 493, 736, 522]
article-subheading: SOUGHT TO DEPRIVE COOK OF STORES. — [500, 102, 613, 121]
heading-rule — [413, 769, 457, 770]
article-headline: AIRSHIP EXPRESS. — [154, 46, 227, 78]
article-divider — [516, 884, 597, 885]
article — [133, 366, 248, 523]
heading-rule — [901, 805, 945, 806]
article — [11, 42, 126, 1834]
article-paragraph: Mr Duff Miller, Agent-General for Newbrunswick, while suffering from nervous breakdown, was killed by a fall from a window in a Margate boarding house. — [133, 575, 248, 624]
column — [374, 42, 496, 1540]
article-paragraph: Received October 6, 8.5 a.m. SYDNEY, October 5. — [133, 308, 248, 328]
article-paragraph: Maiden Hack, 7 furlongs.—Merremere 7.2, 1; Waimea, 7.4, 2; Elfish, 7.4, 3. Also started—Motulawa, Peerless, Pernod, All Twinkle, Retort, Multiple, Scots Fusilier, and Sturmer. Won by half a length. Time, 1min 29 3-5sec. — [743, 1378, 858, 1445]
article-paragraph: Royal Blue, winner of the Kimington and Squatters' Handicaps at the A.J.C. meeting has been sold for 750 guineas to an Indian buyer, with a contingency of £300, in the event of the horse winning either the Caulfield or Melbourne Cups. — [743, 808, 858, 876]
article-paragraph: The Bishop of Wellington (Dr Wallis) will hold a confirmation service for the parochial district of Greytown and Featherston early in 1910. — [11, 42, 126, 90]
article-paragraph: King Edward had arranged to return to London on Friday. — [621, 423, 736, 442]
heading-rule — [413, 1263, 457, 1264]
article-paragraph: Sydney Handicap.—Vavasor 7.12, 1; Britain 6.12, 2; Orange 7.0, 3. Fifteen starters. Won by a length. Time, 2min 34sec. — [743, 719, 858, 758]
article-subheading: A FARTHING DAMAGES. — [391, 589, 478, 599]
article-subheading: ISLAND BAY RESIDENTS PROTEST. — [146, 823, 235, 843]
section-heading: ALBERTI FRAUDS. — [394, 731, 475, 741]
section-heading: TRIAL FOR TREASON. — [386, 437, 483, 447]
article-paragraph: Received October 6, 8.5 a.m. LONDON, October 5. — [621, 152, 736, 172]
article — [743, 46, 858, 234]
article-paragraph: Mr Whiteford, chief officer of the Government steamer Tutanekai, will represent the Marine Department aboard the Gertie. — [499, 1145, 614, 1184]
heading-rule — [169, 305, 213, 306]
article-divider — [394, 571, 475, 572]
article-paragraph: The probable intentions of the Government in respect to native land legislation were explained recently in the Age. It is anticipated that reference will be made in the Speech to the ever-growing need of pushing on a vigorous native land settlement policy. The consolidation of the mass of legislation affecting native areas over a large series of years will in itself mean a good deal, and the new proposals for acquiring such surplus and unoccupied lands will constitute a thorough occupation of these lands than has been the case in the past will be looked forward to with no small amount of interest. Particular interest centres in the tenure that will be proposed. — [621, 1228, 736, 1411]
article — [133, 266, 248, 358]
article-subheading: ESKIMOS FORBIDDEN TO SEARCH FOR DOCTOR'S PARTY. — [500, 123, 613, 142]
article-headline: NERVOUS BREAKDOWN. — [137, 370, 244, 403]
section-heading: KILLED BY A FALL. — [148, 537, 233, 547]
article-headline: CANADA'S DUTY. — [395, 46, 474, 78]
article-paragraph: Received October 6, 8.30 a.m. NEW YORK, October 5. — [133, 698, 248, 718]
article-paragraph: United Press Association—By Electric Telegraph Copyright. — [621, 132, 736, 151]
article-paragraph: He was awarded a farthing damages. — [377, 696, 492, 716]
article-paragraph: Te Mahanga Handicap Hurdles, 1¾ mile.—Polyantha 11.2, Rangthaeta 11.0, Corazon 10.0, Forest 9.8, Hawaiti 9.7, Le Beau 9.0. — [865, 570, 981, 608]
article-paragraph: IF YOU HAVE A Cough, Cold, Sore Throat or Lung Trouble, Stomach, Bowel or Liver Complaint, Rheumatism, Neuralgia, USE SANDERS EUCALYPTI EXTRACT, 6 cups in a tablespoon water. Remember, you cannot expect the good effects from any sort of Eucalyptus. SANDERS' EXTRACT CURES because it contains selected and antiseptic substances not contained in other Eucalyptus products. These latter, made by persons ignorant in chemistry, and sold by fancy labels who do not know what they contain, have caused grievous harm, and a death has resulted from their use. — [865, 1283, 981, 1456]
article-paragraph: Many members emphasised the hard case of the London publicans. — [621, 473, 736, 492]
article-paragraph: By Telegraph—Press Association. Received October 6, 6.25 p.m. SYDNEY, October 6. — [743, 299, 858, 329]
